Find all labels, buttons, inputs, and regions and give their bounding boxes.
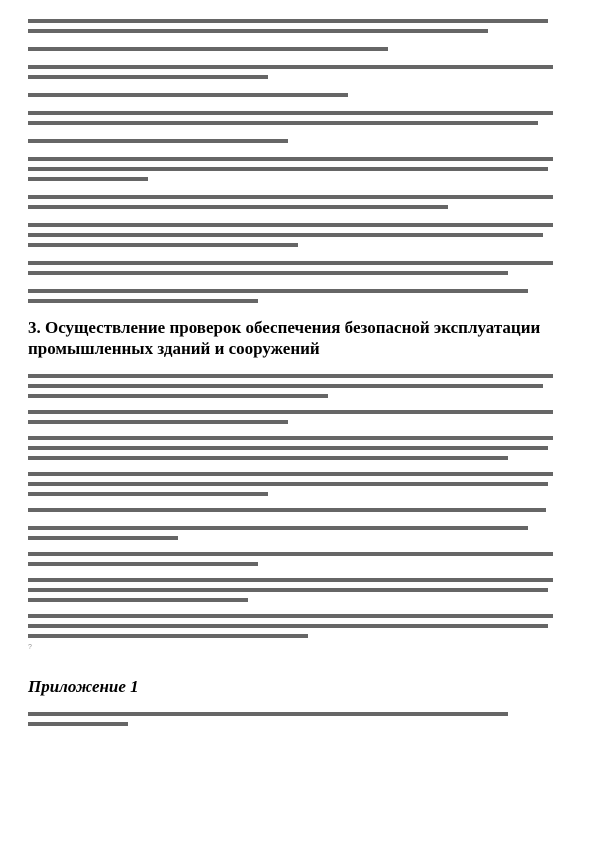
illegible-marker: ? [28,644,32,651]
paragraph [28,261,558,275]
paragraph [28,410,558,424]
paragraph [28,195,558,209]
paragraph [28,526,558,540]
paragraph [28,65,558,79]
paragraph [28,93,558,97]
paragraph [28,712,558,726]
paragraph [28,289,558,303]
paragraph [28,578,558,602]
paragraph [28,644,558,651]
document-page [28,16,558,726]
paragraph [28,157,558,181]
paragraph [28,552,558,566]
paragraph [28,472,558,496]
paragraph [28,436,558,460]
paragraph [28,374,558,398]
paragraph [28,111,558,125]
section-heading: 3. Осуществление проверок обеспечения безопасной эксплуатации промышленных зданий и сооружений [28,318,541,358]
paragraph [28,19,558,33]
appendix-heading: Приложение 1 [28,677,139,696]
paragraph [28,139,558,143]
paragraph [28,508,558,512]
paragraph [28,223,558,247]
paragraph [28,47,558,51]
paragraph [28,614,558,638]
